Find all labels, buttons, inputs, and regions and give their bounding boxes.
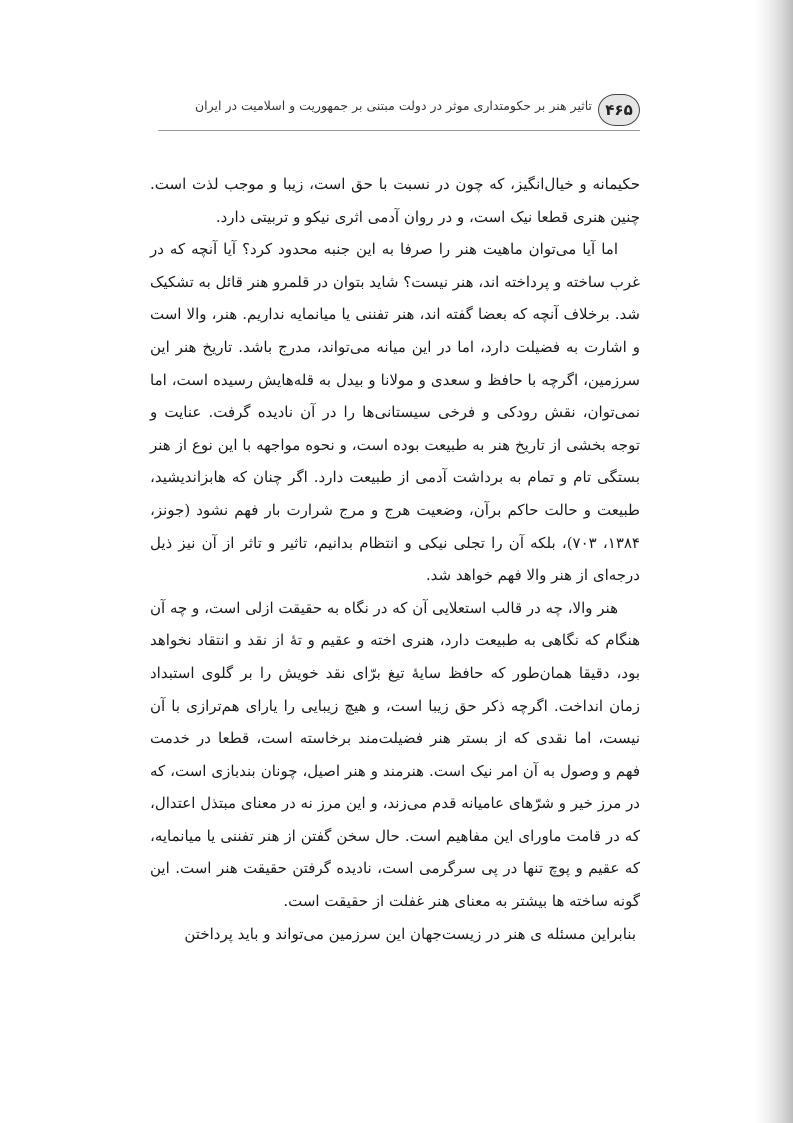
paragraph: هنر والا، چه در قالب استعلایی آن که در نگاه به حقیقت ازلی است، و چه آن هنگام که نگاهی به طبیعت دارد، هنری اخته و عقیم و تهٔ از نقد و انتقاد نخواهد بود، دقیقا همان‌طور که حافظ سایهٔ تیغ برّای نقد خویش را بر گلوی استبداد زمان انداخت. اگرچه ذکر حق زیبا است، و هیچ زیبایی را یارای هم‌ترازی با آن نیست، اما نقدی که از بستر هنر فضیلت‌مند برخاسته است، قطعا در خدمت فهم و وصول به آن امر نیک است. هنرمند و هنر اصیل، چونان بندبازی است، که در مرز خیر و شرّهای عامیانه قدم می‌زند، و این مرز نه در معنای مبتذل اعتدال، که در قامت ماورای این مفاهیم است. حال سخن گفتن از هنر تفننی یا میانمایه، که عقیم و پوچ تنها در پی سرگرمی است، نادیده گرفتن حقیقت هنر است. این گونه ساخته ها بیشتر به معنای هنر غفلت از حقیقت است. bbox=[150, 598, 641, 911]
scan-gutter-shadow bbox=[755, 0, 793, 1123]
paragraph: اما آیا می‌توان ماهیت هنر را صرفا به این جنبه محدود کرد؟ آیا آنچه که در غرب ساخته و پرداخته اند، هنر نیست؟ شاید بتوان در قلمرو هنر قائل به تشکیک شد. برخلاف آنچه که بعضا گفته اند، هنر تفننی یا میانمایه نداریم. هنر، والا است و اشارت به فضیلت دارد، اما در این میانه می‌تواند، مدرج باشد. تاریخ هنر این سرزمین، اگرچه با حافظ و سعدی و مولانا و بیدل به قله‌هایش رسیده است، اما نمی‌توان، نقش رودکی و فرخی سیستانی‌ها را در آن نادیده گرفت. عنایت و توجه بخشی از تاریخ هنر به طبیعت بوده است، و نحوه مواجهه با این نوع از هنر بستگی تام و تمام به برداشت آدمی از طبیعت دارد. اگر چنان که هابزاندیشید، طبیعت و حالت حاکم برآن، وضعیت هرج و مرج شرارت بار فهم نشود (جونز، ۱۳۸۴، ۷۰۳)، بلکه آن را تجلی نیکی و انتظام بدانیم، تاثیر و تاثر از آن نیز ذیل درجه‌ای از هنر والا فهم خواهد شد. bbox=[150, 240, 640, 585]
paragraph: بنابراین مسئله ی هنر در زیست‌جهان این سرزمین می‌تواند و باید پرداختن bbox=[184, 924, 636, 943]
page-number: ۴۶۵ bbox=[605, 101, 633, 119]
page-number-badge bbox=[598, 94, 640, 126]
header-divider bbox=[158, 130, 640, 131]
running-title: تاثیر هنر بر حکومتداری موثر در دولت مبتنی بر جمهوریت و اسلامیت در ایران bbox=[194, 98, 592, 113]
paragraph: حکیمانه و خیال‌انگیز، که چون در نسبت با حق است، زیبا و موجب لذت است. چنین هنری قطعا نیک است، و در روان آدمی اثری نیکو و تربیتی دارد. bbox=[150, 175, 640, 226]
page-header bbox=[150, 92, 640, 132]
body-text bbox=[150, 168, 640, 950]
